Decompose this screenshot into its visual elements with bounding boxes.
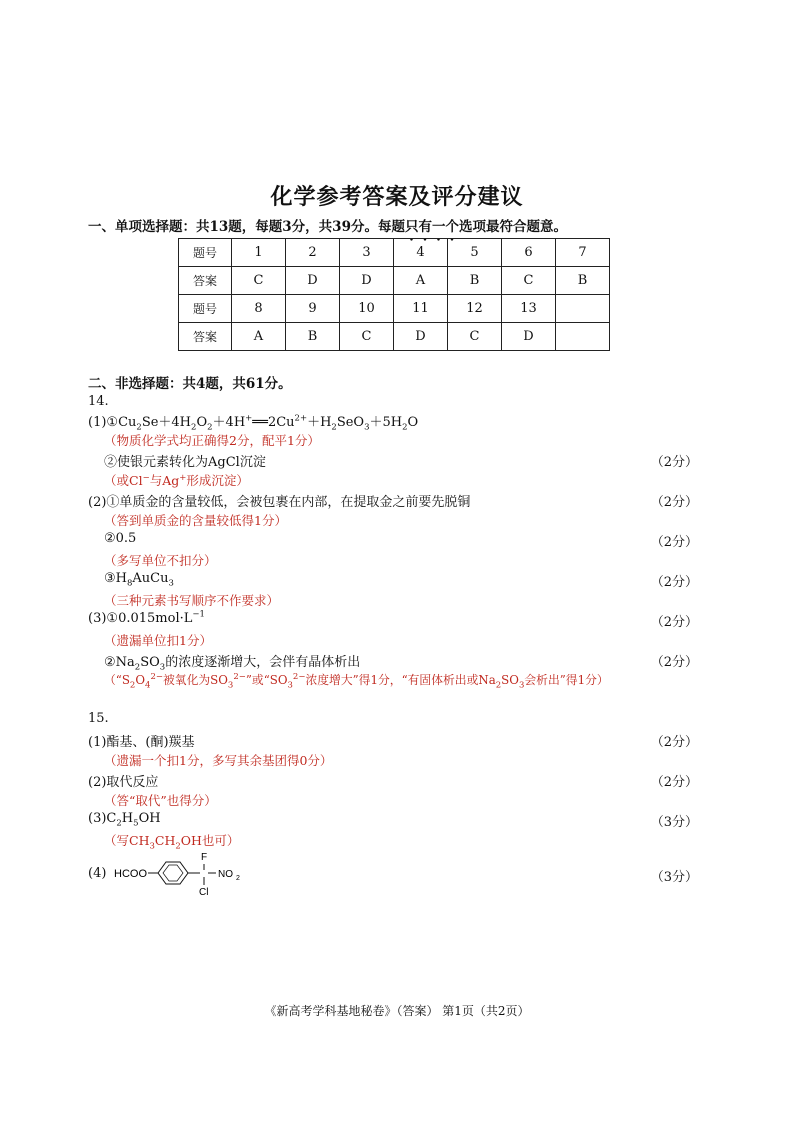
q14-2-1-note: （答到单质金的含量较低得1分） xyxy=(104,513,287,528)
table-cell: 6 xyxy=(502,239,556,267)
page-footer: 《新高考学科基地秘卷》（答案） 第1页（共2页） xyxy=(264,1004,530,1018)
fluorine-label: F xyxy=(201,852,208,863)
table-cell: 5 xyxy=(448,239,502,267)
table-cell: D xyxy=(502,323,556,351)
table-cell: 10 xyxy=(340,295,394,323)
question-14-number: 14. xyxy=(88,394,109,409)
table-cell: 1 xyxy=(232,239,286,267)
score: （2分） xyxy=(650,655,698,670)
table-row xyxy=(179,239,610,267)
q14-2-2-note: （多写单位不扣分） xyxy=(104,553,217,568)
table-row xyxy=(179,323,610,351)
table-cell: 12 xyxy=(448,295,502,323)
q14-2-2-answer: ②0.5 （2分） xyxy=(104,531,698,550)
hcoo-label: HCOO xyxy=(114,868,147,880)
emphasis-text: 只有一个 xyxy=(404,219,459,235)
score: （2分） xyxy=(650,775,698,790)
row-label: 题号 xyxy=(179,239,232,267)
table-cell: B xyxy=(286,323,340,351)
q15-3-note: （写$CH_3CH_2OH$也可） xyxy=(104,833,240,852)
q14-3-1-answer: $(3)①0.015mol\cdot L^{-1}$ （2分） xyxy=(88,609,698,630)
table-cell: A xyxy=(394,267,448,295)
score: （2分） xyxy=(650,735,698,750)
table-cell: C xyxy=(232,267,286,295)
table-cell: D xyxy=(394,323,448,351)
table-cell: B xyxy=(556,267,610,295)
table-cell: A xyxy=(232,323,286,351)
table-cell: D xyxy=(286,267,340,295)
score: （2分） xyxy=(650,455,698,470)
score: （2分） xyxy=(650,495,698,510)
row-label: 题号 xyxy=(179,295,232,323)
table-cell: 2 xyxy=(286,239,340,267)
table-cell xyxy=(556,295,610,323)
q15-2-note: （答“取代”也得分） xyxy=(104,793,217,808)
q14-1-2-note: （或Cl−与Ag+形成沉淀） xyxy=(104,472,249,488)
q15-4-answer: (4) （3分） xyxy=(88,866,698,885)
row-label: 答案 xyxy=(179,267,232,295)
nitro-subscript: 2 xyxy=(236,875,240,882)
score: （2分） xyxy=(650,535,698,550)
table-cell: 7 xyxy=(556,239,610,267)
q14-3-2-note: （“$S_2O_4^{2-}$被氧化为$SO_3^{2-}$”或“$SO_3^{2-}$浓度增大”得1分，“有固体析出或$Na_2SO_3$会析出”得1分） xyxy=(104,672,609,691)
q15-3-answer: $(3)C_2H_5OH$ （3分） xyxy=(88,811,698,830)
q14-1-2-answer: ②使银元素转化为AgCl沉淀 （2分） xyxy=(104,451,698,470)
q14-3-2-answer: $②Na_2SO_3$的浓度逐渐增大，会伴有晶体析出 （2分） xyxy=(104,651,698,670)
table-row xyxy=(179,295,610,323)
page-title: 化学参考答案及评分建议 xyxy=(270,184,524,210)
table-cell: 4 xyxy=(394,239,448,267)
structural-formula xyxy=(112,850,252,898)
row-label: 答案 xyxy=(179,323,232,351)
table-cell: C xyxy=(340,323,394,351)
score: （3分） xyxy=(650,815,698,830)
q14-2-3-note: （三种元素书写顺序不作要求） xyxy=(104,593,280,608)
q14-2-3-answer: $③H_8AuCu_3$ （2分） xyxy=(104,571,698,590)
table-row xyxy=(179,267,610,295)
table-cell: B xyxy=(448,267,502,295)
score: （3分） xyxy=(650,870,698,885)
table-cell: 9 xyxy=(286,295,340,323)
question-15-number: 15. xyxy=(88,711,109,726)
table-cell: C xyxy=(448,323,502,351)
section2-heading: 二、非选择题：共4题，共61分。 xyxy=(88,376,292,392)
q14-3-1-note: （遗漏单位扣1分） xyxy=(104,633,212,648)
q14-2-1-answer: (2)①单质金的含量较低，会被包裹在内部，在提取金之前要先脱铜 （2分） xyxy=(88,491,698,510)
table-cell: D xyxy=(340,267,394,295)
answer-table xyxy=(178,238,610,351)
table-cell: 13 xyxy=(502,295,556,323)
section1-heading: 一、单项选择题：共13题，每题3分，共39分。每题只有一个选项最符合题意。 xyxy=(88,219,567,235)
q15-2-answer: (2)取代反应 （2分） xyxy=(88,771,698,790)
q15-1-answer: (1)酯基、(酮)羰基 （2分） xyxy=(88,731,698,750)
q14-1-note: （物质化学式均正确得2分，配平1分） xyxy=(104,433,320,448)
nitro-label: NO xyxy=(218,869,233,880)
table-cell: C xyxy=(502,267,556,295)
score: （2分） xyxy=(650,575,698,590)
table-cell xyxy=(556,323,610,351)
table-cell: 11 xyxy=(394,295,448,323)
table-cell: 8 xyxy=(232,295,286,323)
q14-1-equation: $(1)①Cu_2Se+4H_2O_2+4H^+══2Cu^{2+}+H_2SeO_3+5H_2O$ xyxy=(88,413,419,433)
chlorine-label: Cl xyxy=(199,887,209,898)
benzene-inner xyxy=(163,865,183,881)
q15-1-note: （遗漏一个扣1分，多写其余基团得0分） xyxy=(104,753,333,768)
score: （2分） xyxy=(650,615,698,630)
table-cell: 3 xyxy=(340,239,394,267)
